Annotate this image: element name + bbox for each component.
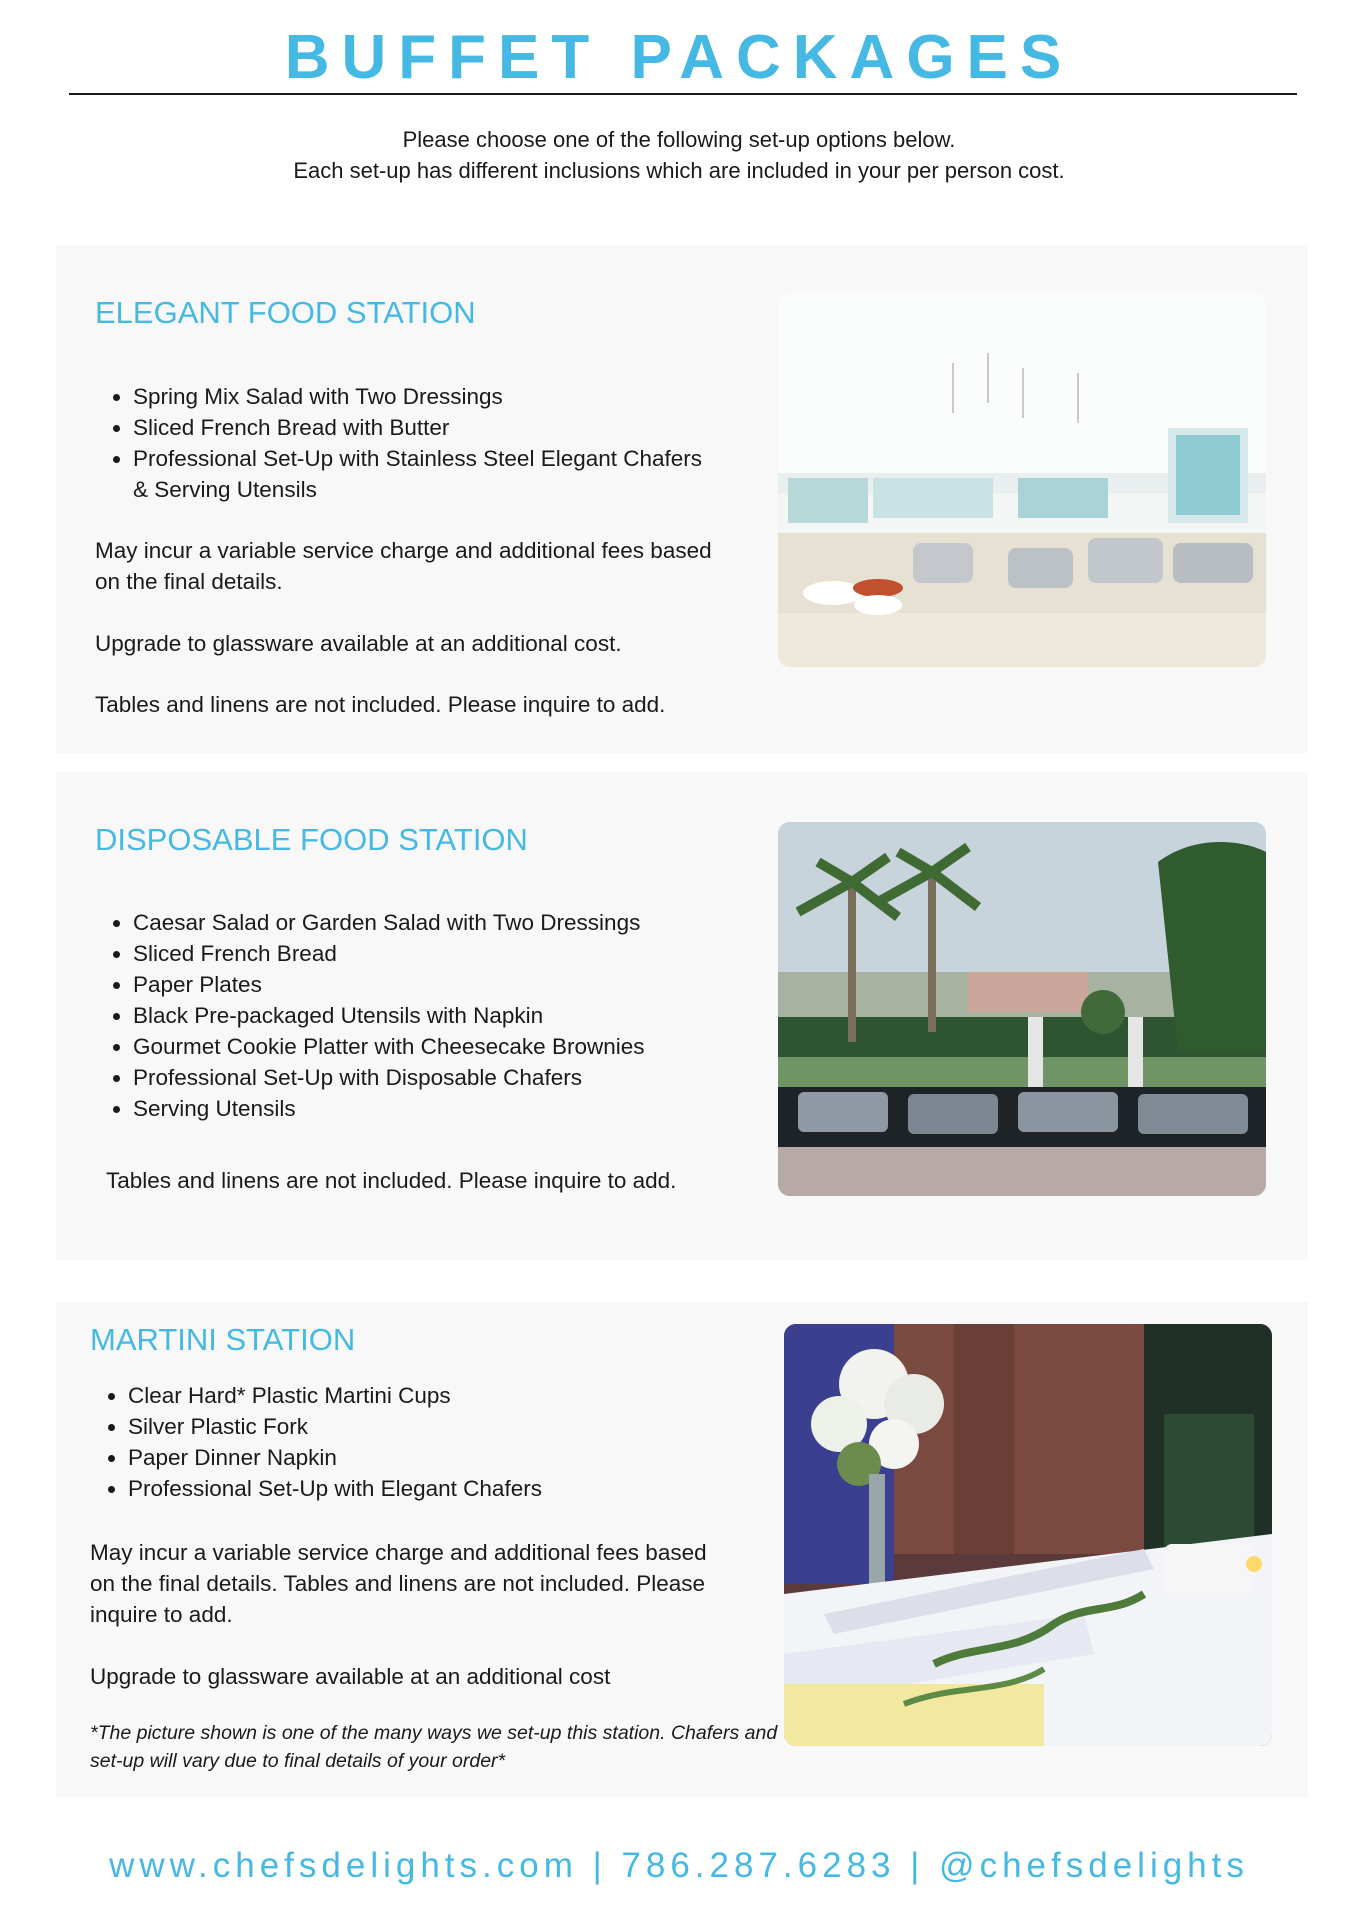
title-divider [69,93,1297,95]
martini-station-photo [784,1324,1272,1746]
martini-photo-disclaimer: *The picture shown is one of the many ways we set-up this station. Chafers and set-up will vary due to final details of your order* [90,1722,778,1772]
martini-station-heading: MARTINI STATION [90,1322,356,1357]
disposable-station-heading: DISPOSABLE FOOD STATION [95,822,528,857]
footer-contact: www.chefsdelights.com | 786.287.6283 | @chefsdelights [109,1846,1249,1885]
intro-line-2: Each set-up has different inclusions which are included in your per person cost. [293,158,1065,183]
elegant-glassware-note: Upgrade to glassware available at an additional cost. [95,631,622,656]
disposable-food-station-panel [56,772,1308,1260]
elegant-food-station-panel [56,245,1308,753]
intro-line-1: Please choose one of the following set-up options below. [402,127,956,152]
page-title: BUFFET PACKAGES [284,23,1074,92]
list-item: • Paper Plates [133,969,773,1000]
list-item: • Professional Set-Up with Elegant Chafers [128,1473,728,1504]
martini-glassware-note: Upgrade to glassware available at an additional cost [90,1664,611,1689]
list-item: • Sliced French Bread [133,938,773,969]
martini-inclusions-list [90,1380,728,1504]
disposable-tables-note: Tables and linens are not included. Please inquire to add. [106,1168,677,1193]
intro-text [0,124,1358,186]
list-item: • Professional Set-Up with Stainless Steel Elegant Chafers & Serving Utensils [133,443,713,505]
elegant-station-photo [778,293,1266,667]
list-item: • Silver Plastic Fork [128,1411,728,1442]
elegant-service-charge-note: May incur a variable service charge and additional fees based on the final details. [95,538,712,594]
elegant-inclusions-list [95,381,713,505]
list-item: • Black Pre-packaged Utensils with Napkin [133,1000,773,1031]
list-item: • Sliced French Bread with Butter [133,412,713,443]
list-item: • Professional Set-Up with Disposable Chafers [133,1062,773,1093]
list-item: • Clear Hard* Plastic Martini Cups [128,1380,728,1411]
elegant-tables-note: Tables and linens are not included. Please inquire to add. [95,692,666,717]
elegant-station-heading: ELEGANT FOOD STATION [95,295,476,330]
list-item: • Caesar Salad or Garden Salad with Two Dressings [133,907,773,938]
list-item: • Spring Mix Salad with Two Dressings [133,381,713,412]
list-item: • Serving Utensils [133,1093,773,1124]
disposable-station-photo [778,822,1266,1196]
list-item: • Paper Dinner Napkin [128,1442,728,1473]
martini-station-panel [56,1302,1308,1798]
list-item: • Gourmet Cookie Platter with Cheesecake Brownies [133,1031,773,1062]
martini-service-charge-note: May incur a variable service charge and additional fees based on the final details. Tables and linens are not included. Please inquire to add. [90,1540,707,1627]
disposable-inclusions-list [95,907,773,1124]
